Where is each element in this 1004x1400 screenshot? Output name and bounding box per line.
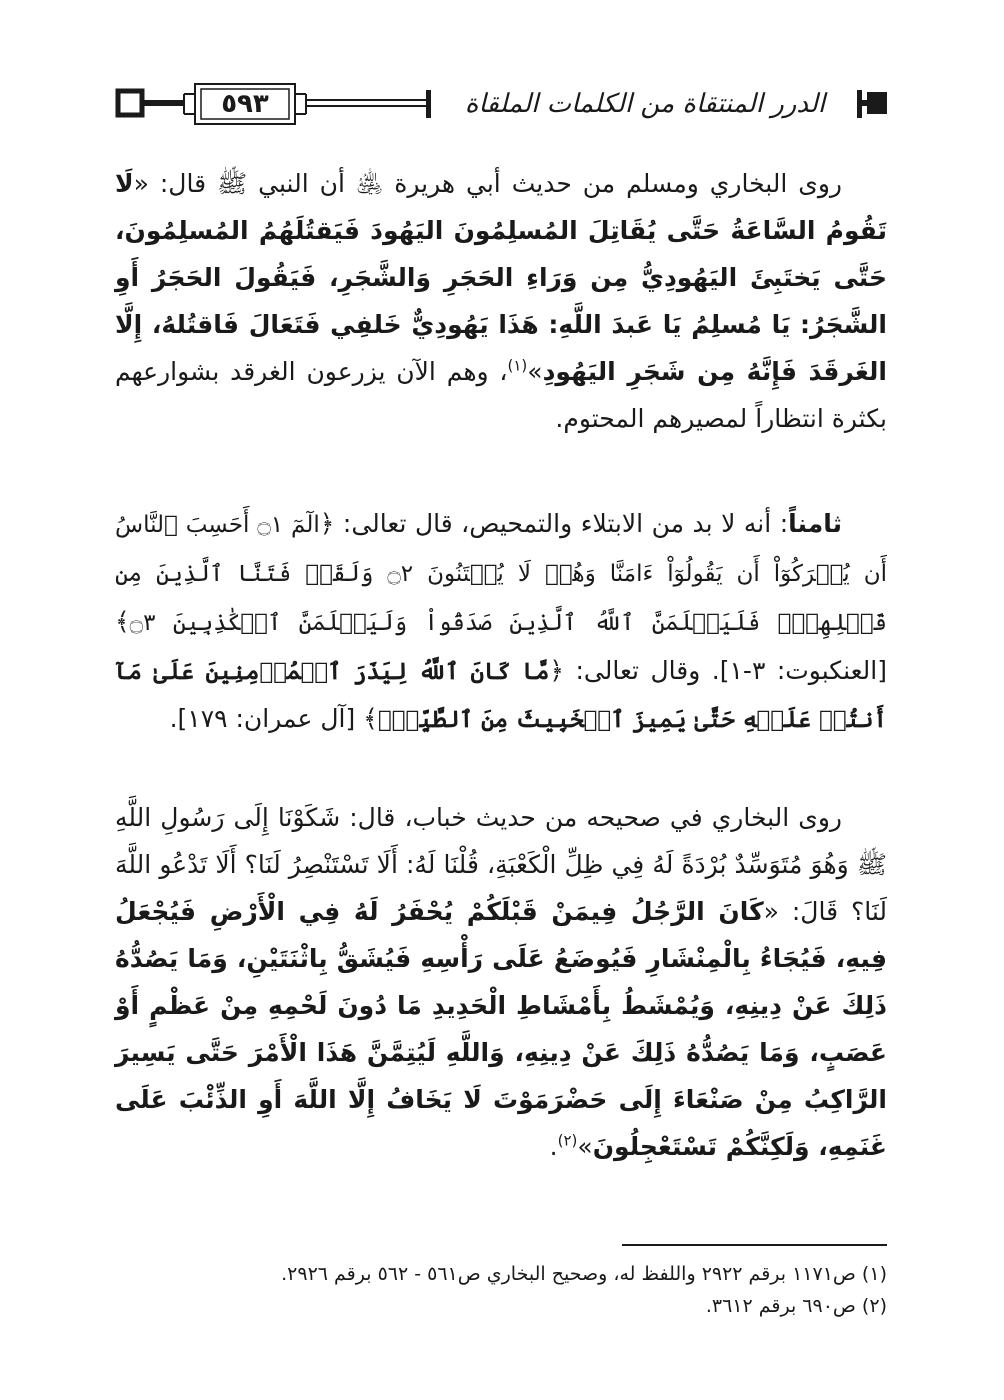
paragraph-hadith-gharqad <box>115 160 887 442</box>
book-title: الدرر المنتقاة من الكلمات الملقاة <box>464 89 826 119</box>
paragraph-outro: . <box>549 1132 558 1161</box>
verse-reference-al-imran: ﴾ [آل عمران: ١٧٩]. <box>169 704 378 733</box>
paragraph-trial <box>115 500 887 743</box>
quran-verse-ankabut: الٓمٓ ۝١ أَحَسِبَ ٱلنَّاسُ أَن يُتۡرَكُوٓاْ أَن يَقُولُوٓاْ ءَامَنَّا وَهُمۡ لَا يُفۡتَنُونَ ۝٢ وَلَقَدۡ فَتَنَّا ٱلَّذِينَ مِن قَبۡلِهِمۡۖ فَلَيَعۡلَمَنَّ ٱللَّهُ ٱلَّذِينَ صَدَقُواْ وَلَيَعۡلَمَنَّ ٱلۡكَٰذِبِينَ ۝٣ <box>115 512 887 636</box>
footnote-ref-1[interactable]: (١) <box>507 356 528 375</box>
page-number: ٥٩٣ <box>221 89 269 119</box>
paragraph-intro: : أنه لا بد من الابتلاء والتمحيص، قال تعالى: ﴿ <box>319 509 789 538</box>
footnote-1: (١) ص١١٧١ برقم ٢٩٢٢ واللفظ له، وصحيح البخاري ص٥٦١ - ٥٦٢ برقم ٢٩٢٦. <box>281 1263 887 1285</box>
page-header <box>115 80 887 128</box>
hadith-text: كَانَ الرَّجُلُ فِيمَنْ قَبْلَكُمْ يُحْفَرُ لَهُ فِي الْأَرْضِ فَيُجْعَلُ فِيهِ، فَيُجَاءُ بِالْمِنْشَارِ فَيُوضَعُ عَلَى رَأْسِهِ فَيُشَقُّ بِاثْنَتَيْنِ، وَمَا يَصُدُّهُ ذَلِكَ عَنْ دِينِهِ، وَيُمْشَطُ بِأَمْشَاطِ الْحَدِيدِ مَا دُونَ لَحْمِهِ مِنْ عَظْمٍ أَوْ عَصَبٍ، وَمَا يَصُدُّهُ ذَلِكَ عَنْ دِينِهِ، وَاللَّهِ لَيُتِمَّنَّ هَذَا الْأَمْرَ حَتَّى يَسِيرَ الرَّاكِبُ مِنْ صَنْعَاءَ إِلَى حَضْرَمَوْتَ لَا يَخَافُ إِلَّا اللَّهَ أَوِ الذِّئْبَ عَلَى غَنَمِهِ، وَلَكِنَّكُمْ تَسْتَعْجِلُونَ <box>115 897 887 1161</box>
footnotes <box>115 1258 887 1322</box>
footnote-ref-2[interactable]: (٢) <box>557 1131 578 1150</box>
paragraph-text <box>115 500 887 743</box>
section-lead: ثامناً <box>788 509 843 538</box>
hadith-text: لَا تَقُومُ السَّاعَةُ حَتَّى يُقَاتِلَ المُسلِمُونَ اليَهُودَ فَيَقتُلَهُمُ المُسلِمُونَ، حَتَّى يَختَبِئَ اليَهُودِيُّ مِن وَرَاءِ الحَجَرِ وَالشَّجَرِ، فَيَقُولَ الحَجَرُ أَوِ الشَّجَرُ: يَا مُسلِمُ يَا عَبدَ اللَّهِ: هَذَا يَهُودِيٌّ خَلفِي فَتَعَالَ فَاقتُلهُ، إِلَّا الغَرقَدَ فَإِنَّهُ مِن شَجَرِ اليَهُودِ <box>115 169 887 386</box>
paragraph-text <box>115 794 887 1170</box>
paragraph-hadith-khabbab <box>115 794 887 1170</box>
paragraph-intro: روى البخاري ومسلم من حديث أبي هريرة ﵁ أن النبي ﷺ قال: « <box>133 169 842 198</box>
quote-close: » <box>527 357 543 386</box>
verse-reference-ankabut: ﴾ [العنكبوت: ٣-١]. وقال تعالى: ﴿ <box>115 607 887 685</box>
footnote-2: (٢) ص٦٩٠ برقم ٣٦١٢. <box>705 1295 887 1317</box>
footnote-divider <box>622 1244 887 1246</box>
paragraph-outro: ، وهم الآن يزرعون الغرقد بشوارعهم بكثرة انتظاراً لمصيرهم المحتوم. <box>115 357 887 433</box>
quote-close: » <box>577 1132 593 1161</box>
paragraph-intro: روى البخاري في صحيحه من حديث خباب، قال: شَكَوْنَا إِلَى رَسُولِ اللَّهِ ﷺ وَهُوَ مُتَوَسِّدٌ بُرْدَةً لَهُ فِي ظِلِّ الْكَعْبَةِ، قُلْنَا لَهُ: أَلَا تَسْتَنْصِرُ لَنَا؟ أَلَا تَدْعُو اللَّهَ لَنَا؟ قَالَ: « <box>115 803 887 926</box>
quran-verse-al-imran: مَّا كَانَ ٱللَّهُ لِيَذَرَ ٱلۡمُؤۡمِنِينَ عَلَىٰ مَآ أَنتُمۡ عَلَيۡهِ حَتَّىٰ يَمِيزَ ٱلۡخَبِيثَ مِنَ ٱلطَّيِّبِۗ <box>115 658 887 733</box>
paragraph-text <box>115 160 887 442</box>
